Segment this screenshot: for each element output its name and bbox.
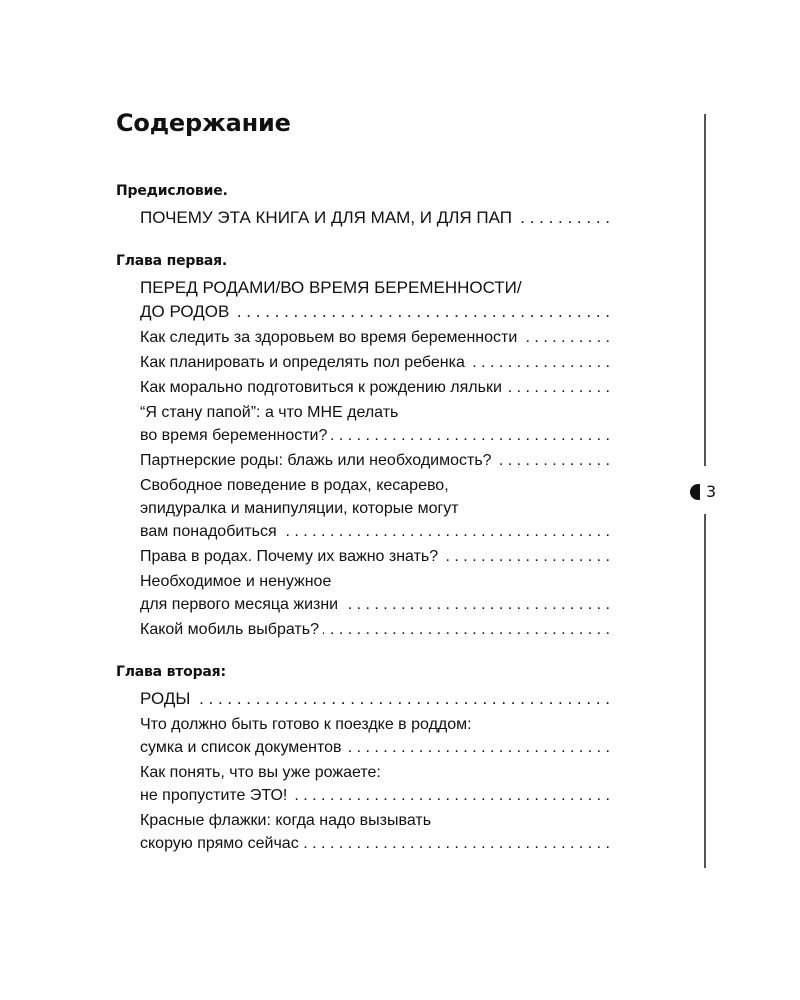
dot-leader — [442, 545, 610, 568]
toc-entry-line — [140, 809, 610, 832]
toc-entry[interactable] — [140, 401, 610, 447]
toc-section — [116, 182, 610, 230]
toc-entry-line — [140, 206, 610, 230]
toc-entry-text: ДО РОДОВ — [140, 302, 230, 321]
toc-entry-text: Свободное поведение в родах, кесарево, — [140, 477, 449, 494]
toc-entry[interactable] — [140, 351, 610, 374]
toc-entry-text: эпидуралка и манипуляции, которые могут — [140, 500, 459, 517]
toc-entry-line — [140, 449, 610, 472]
toc-entry-line — [140, 570, 610, 593]
toc-entry-line — [140, 784, 610, 807]
toc-entry-text: Как морально подготовиться к рождению ляльки — [140, 379, 502, 396]
toc-entry-text: Как планировать и определять пол ребенка — [140, 354, 465, 371]
toc-entry-text: Права в родах. Почему их важно знать? — [140, 548, 439, 565]
dot-leader — [506, 376, 610, 399]
toc-entry-text: РОДЫ — [140, 689, 191, 708]
toc-entry[interactable] — [140, 474, 610, 543]
dot-leader — [323, 618, 610, 641]
toc-entry-line — [140, 520, 610, 543]
toc-entry-line — [140, 300, 610, 324]
toc-entry-line — [140, 832, 610, 855]
toc-entry-line — [140, 687, 610, 711]
toc-entry-list — [116, 276, 610, 641]
toc-entry[interactable] — [140, 545, 610, 568]
toc-entry[interactable] — [140, 449, 610, 472]
dot-leader — [303, 832, 610, 855]
margin-rule-bottom — [704, 514, 706, 868]
page-number: 3 — [706, 482, 717, 501]
toc-entry-line — [140, 424, 610, 447]
section-heading: Предисловие. — [116, 183, 228, 199]
dot-leader — [194, 687, 610, 711]
toc-entry-text: сумка и список документов — [140, 739, 342, 756]
dot-leader — [516, 206, 610, 230]
toc-entry-text: Красные флажки: когда надо вызывать — [140, 812, 432, 829]
toc-section — [116, 252, 610, 641]
half-moon-icon — [690, 484, 700, 500]
section-heading: Глава первая. — [116, 253, 228, 269]
toc-entry[interactable] — [140, 618, 610, 641]
dot-leader — [233, 300, 610, 324]
toc-entry-line — [140, 545, 610, 568]
toc-entry-text: во время беременности? — [140, 427, 328, 444]
page-marker — [690, 482, 716, 502]
toc-entry-line — [140, 618, 610, 641]
toc-entry[interactable] — [140, 761, 610, 807]
toc-entry-text: Что должно быть готово к поездке в роддом: — [140, 716, 472, 733]
dot-leader — [331, 424, 610, 447]
toc-entry-line — [140, 474, 610, 497]
toc-entry-text: Партнерские роды: блажь или необходимость? — [140, 452, 492, 469]
toc-entry-text: Необходимое и ненужное — [140, 573, 332, 590]
toc-chapter-entry[interactable] — [140, 206, 610, 230]
toc-entry-line — [140, 761, 610, 784]
margin-rule-top — [704, 114, 706, 466]
dot-leader — [281, 520, 610, 543]
toc-entry[interactable] — [140, 713, 610, 759]
toc-entry-text: Как следить за здоровьем во время беременности — [140, 329, 518, 346]
toc-entry[interactable] — [140, 570, 610, 616]
toc-entry-line — [140, 736, 610, 759]
toc-entry-list — [116, 687, 610, 855]
toc-entry-line — [140, 497, 610, 520]
dot-leader — [342, 593, 610, 616]
dot-leader — [291, 784, 610, 807]
toc-sections — [116, 182, 610, 855]
toc-entry[interactable] — [140, 809, 610, 855]
toc-entry[interactable] — [140, 326, 610, 349]
dot-leader — [346, 736, 610, 759]
toc-entry-text: ПЕРЕД РОДАМИ/ВО ВРЕМЯ БЕРЕМЕННОСТИ/ — [140, 278, 522, 297]
toc-entry-text: для первого месяца жизни — [140, 596, 339, 613]
toc-entry-text: скорую прямо сейчас — [140, 835, 299, 852]
toc-entry-line — [140, 276, 610, 300]
toc-entry[interactable] — [140, 376, 610, 399]
toc-entry-line — [140, 401, 610, 424]
toc-entry-list — [116, 206, 610, 230]
toc-entry-line — [140, 713, 610, 736]
toc-entry-text: не пропустите ЭТО! — [140, 787, 288, 804]
dot-leader — [496, 449, 610, 472]
toc-entry-text: Какой мобиль выбрать? — [140, 621, 319, 638]
section-heading: Глава вторая: — [116, 664, 226, 680]
toc-entry-line — [140, 376, 610, 399]
page-title: Содержание — [116, 109, 291, 137]
toc-chapter-entry[interactable] — [140, 276, 610, 324]
toc-entry-line — [140, 326, 610, 349]
toc-section — [116, 663, 610, 855]
toc-entry-text: “Я стану папой”: а что МНЕ делать — [140, 404, 399, 421]
toc-entry-text: ПОЧЕМУ ЭТА КНИГА И ДЛЯ МАМ, И ДЛЯ ПАП — [140, 208, 512, 227]
toc-entry-text: вам понадобиться — [140, 523, 277, 540]
toc-chapter-entry[interactable] — [140, 687, 610, 711]
toc-entry-text: Как понять, что вы уже рожаете: — [140, 764, 381, 781]
toc-entry-line — [140, 351, 610, 374]
dot-leader — [521, 326, 610, 349]
toc-entry-line — [140, 593, 610, 616]
table-of-contents — [116, 108, 610, 855]
dot-leader — [469, 351, 610, 374]
